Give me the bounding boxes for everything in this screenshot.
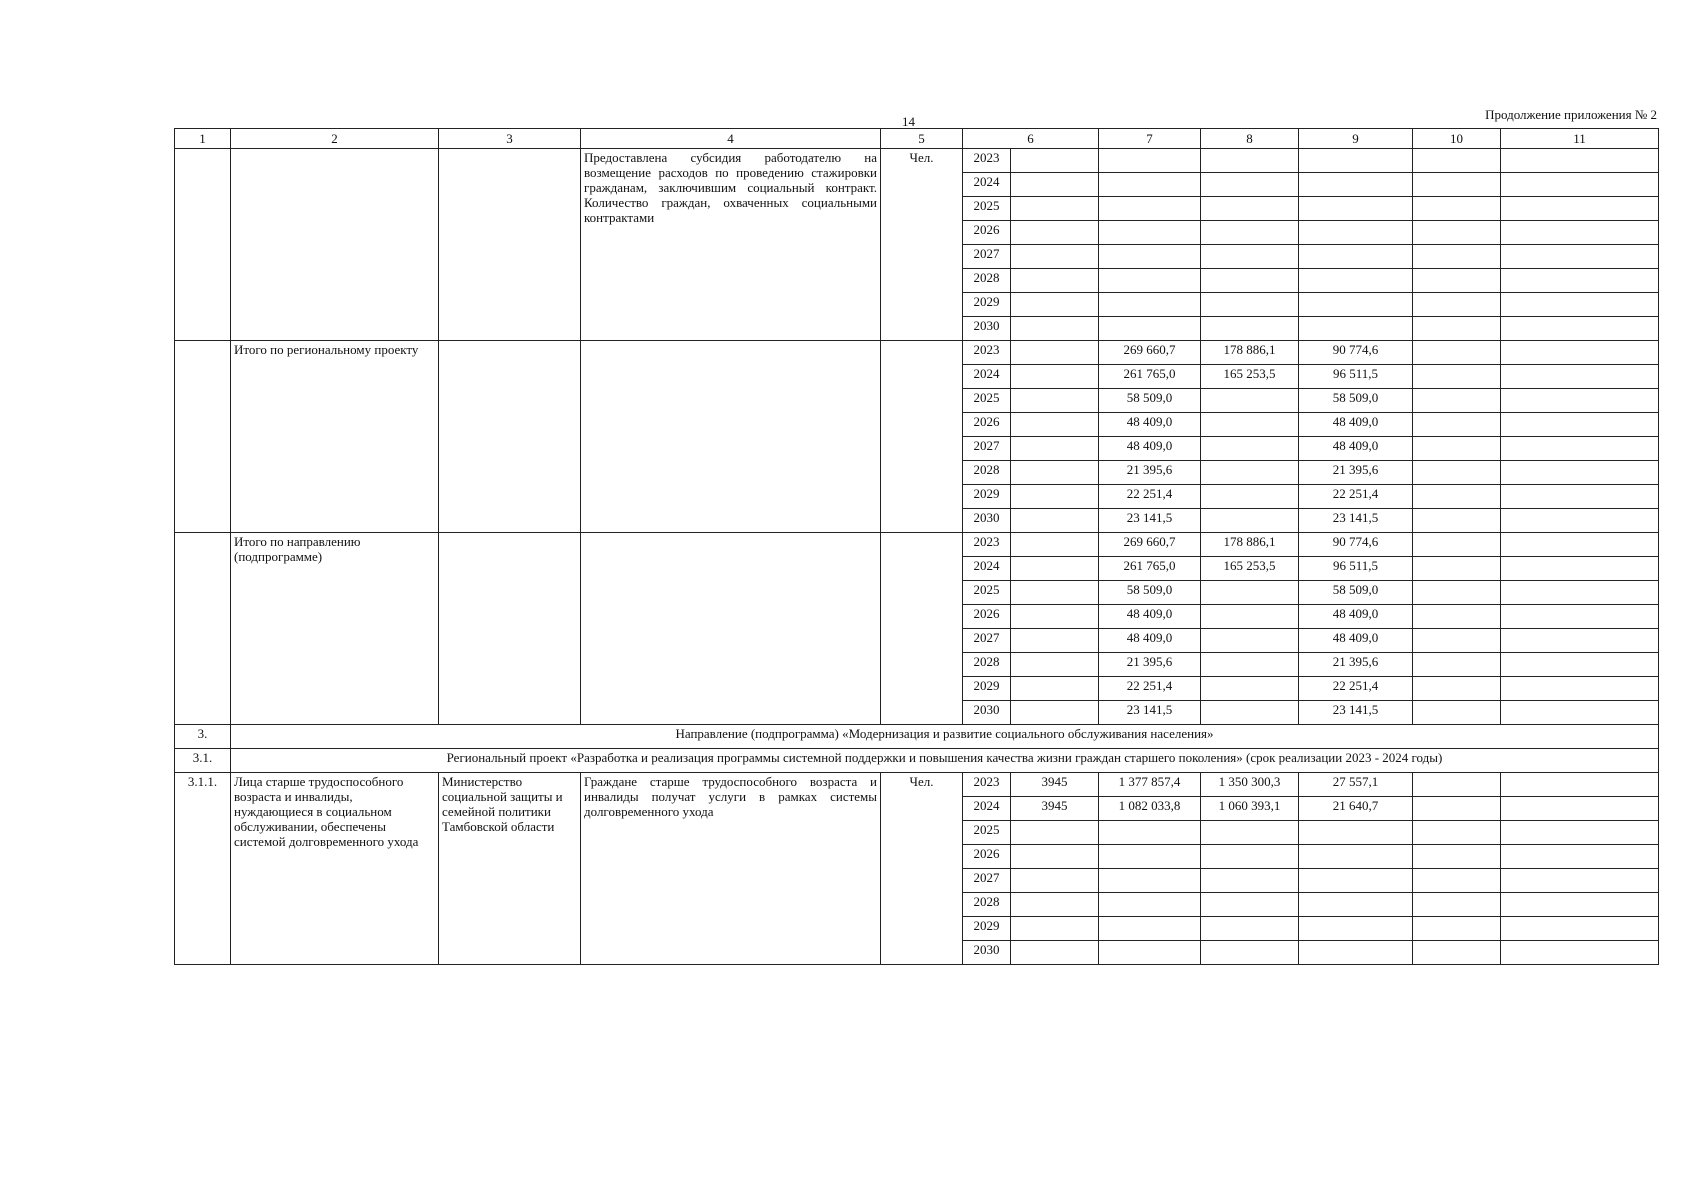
table-cell [1201, 245, 1299, 269]
responsible-cell [439, 149, 581, 341]
value-col-6 [1011, 821, 1099, 845]
year-cell: 2028 [963, 893, 1011, 917]
year-cell: 2027 [963, 869, 1011, 893]
value-col-6: 3945 [1011, 773, 1099, 797]
year-cell: 2024 [963, 365, 1011, 389]
table-cell [1011, 245, 1099, 269]
table-cell [1501, 461, 1659, 485]
table-cell [1011, 437, 1099, 461]
value-col-8 [1201, 605, 1299, 629]
value-col-9: 21 395,6 [1299, 653, 1413, 677]
section-3-1-row [175, 749, 1659, 773]
col-header-8: 8 [1201, 129, 1299, 149]
row-number-cell [175, 533, 231, 725]
value-col-9: 22 251,4 [1299, 677, 1413, 701]
year-cell: 2028 [963, 269, 1011, 293]
value-col-6 [1011, 845, 1099, 869]
value-col-7: 48 409,0 [1099, 437, 1201, 461]
table-cell [1201, 173, 1299, 197]
table-cell [1011, 629, 1099, 653]
value-col-9: 58 509,0 [1299, 581, 1413, 605]
table-cell [1413, 677, 1501, 701]
value-col-7: 21 395,6 [1099, 653, 1201, 677]
value-col-7: 1 082 033,8 [1099, 797, 1201, 821]
table-cell [1011, 557, 1099, 581]
value-col-7: 22 251,4 [1099, 677, 1201, 701]
table-cell [1011, 461, 1099, 485]
value-col-9 [1299, 893, 1413, 917]
table-cell [1413, 917, 1501, 941]
table-cell [1501, 653, 1659, 677]
responsible-cell [439, 341, 581, 533]
section-3-1-number: 3.1. [175, 749, 231, 773]
table-cell [1501, 509, 1659, 533]
value-col-8 [1201, 677, 1299, 701]
col-header-10: 10 [1413, 129, 1501, 149]
table-cell [1413, 605, 1501, 629]
table-cell [1413, 149, 1501, 173]
year-cell: 2026 [963, 845, 1011, 869]
year-cell: 2029 [963, 917, 1011, 941]
table-cell [1099, 269, 1201, 293]
table-cell [1011, 533, 1099, 557]
value-col-9: 27 557,1 [1299, 773, 1413, 797]
table-row [175, 773, 1659, 797]
table-cell [1011, 293, 1099, 317]
table-cell [1413, 773, 1501, 797]
table-cell [1501, 365, 1659, 389]
item-number: 3.1.1. [175, 773, 231, 965]
table-cell [1011, 221, 1099, 245]
year-cell: 2023 [963, 149, 1011, 173]
table-row [175, 341, 1659, 365]
value-col-8: 165 253,5 [1201, 557, 1299, 581]
continuation-note: Продолжение приложения № 2 [1485, 107, 1657, 122]
year-cell: 2029 [963, 677, 1011, 701]
table-cell [1011, 653, 1099, 677]
value-col-9 [1299, 821, 1413, 845]
col-header-3: 3 [439, 129, 581, 149]
col-header-1: 1 [175, 129, 231, 149]
table-cell [1011, 413, 1099, 437]
table-cell [1501, 269, 1659, 293]
table-cell [1413, 437, 1501, 461]
total-label: Итого по региональному проекту [231, 341, 439, 533]
table-cell [1413, 413, 1501, 437]
value-col-7: 22 251,4 [1099, 485, 1201, 509]
table-cell [1099, 245, 1201, 269]
value-col-9: 48 409,0 [1299, 629, 1413, 653]
table-cell [1299, 173, 1413, 197]
year-cell: 2028 [963, 461, 1011, 485]
item-description: Граждане старше трудоспособного возраста и инвалиды получат услуги в рамках системы долговременного ухода [581, 773, 881, 965]
table-cell [1011, 605, 1099, 629]
value-col-7: 261 765,0 [1099, 557, 1201, 581]
table-cell [1501, 173, 1659, 197]
year-cell: 2023 [963, 773, 1011, 797]
col-header-2: 2 [231, 129, 439, 149]
table-cell [1413, 197, 1501, 221]
table-cell [1099, 149, 1201, 173]
section-3-1-title: Региональный проект «Разработка и реализация программы системной поддержки и повышения качества жизни граждан старшего поколения» (срок реализации 2023 - 2024 годы) [231, 749, 1659, 773]
value-col-8 [1201, 413, 1299, 437]
table-cell [1413, 533, 1501, 557]
table-cell [1501, 149, 1659, 173]
table-cell [1413, 485, 1501, 509]
year-cell: 2030 [963, 941, 1011, 965]
year-cell: 2025 [963, 581, 1011, 605]
year-cell: 2027 [963, 245, 1011, 269]
name-cell [231, 149, 439, 341]
table-row [175, 533, 1659, 557]
value-col-9: 58 509,0 [1299, 389, 1413, 413]
value-col-7: 23 141,5 [1099, 509, 1201, 533]
table-cell [1501, 773, 1659, 797]
year-cell: 2025 [963, 197, 1011, 221]
value-col-8 [1201, 941, 1299, 965]
value-col-9: 21 640,7 [1299, 797, 1413, 821]
table-cell [1501, 293, 1659, 317]
table-cell [1501, 341, 1659, 365]
value-col-7: 58 509,0 [1099, 389, 1201, 413]
table-cell [1413, 845, 1501, 869]
result-description [581, 341, 881, 533]
year-cell: 2025 [963, 389, 1011, 413]
item-name: Лица старше трудоспособного возраста и инвалиды, нуждающиеся в социальном обслуживании, обеспечены системой долговременного ухода [231, 773, 439, 965]
col-header-11: 11 [1501, 129, 1659, 149]
col-header-9: 9 [1299, 129, 1413, 149]
table-cell [1501, 581, 1659, 605]
year-cell: 2030 [963, 701, 1011, 725]
table-cell [1299, 221, 1413, 245]
col-header-6: 6 [963, 129, 1099, 149]
table-cell [1011, 317, 1099, 341]
value-col-6 [1011, 869, 1099, 893]
value-col-7: 1 377 857,4 [1099, 773, 1201, 797]
section-3-row [175, 725, 1659, 749]
item-responsible: Министерство социальной защиты и семейной политики Тамбовской области [439, 773, 581, 965]
col-header-5: 5 [881, 129, 963, 149]
value-col-9: 90 774,6 [1299, 533, 1413, 557]
table-cell [1099, 197, 1201, 221]
table-cell [1413, 341, 1501, 365]
value-col-7: 48 409,0 [1099, 629, 1201, 653]
table-cell [1501, 893, 1659, 917]
total-label: Итого по направлению (подпрограмме) [231, 533, 439, 725]
table-cell [1201, 317, 1299, 341]
table-cell [1413, 821, 1501, 845]
value-col-8 [1201, 629, 1299, 653]
table-cell [1099, 293, 1201, 317]
col-header-7: 7 [1099, 129, 1201, 149]
section-3-title: Направление (подпрограмма) «Модернизация и развитие социального обслуживания населения» [231, 725, 1659, 749]
item-unit: Чел. [881, 773, 963, 965]
year-cell: 2025 [963, 821, 1011, 845]
value-col-7 [1099, 893, 1201, 917]
table-cell [1413, 245, 1501, 269]
table-cell [1501, 605, 1659, 629]
table-cell [1011, 581, 1099, 605]
year-cell: 2023 [963, 341, 1011, 365]
value-col-8 [1201, 701, 1299, 725]
table-cell [1011, 389, 1099, 413]
value-col-7 [1099, 941, 1201, 965]
table-cell [1201, 149, 1299, 173]
value-col-8 [1201, 917, 1299, 941]
value-col-9: 21 395,6 [1299, 461, 1413, 485]
value-col-7 [1099, 869, 1201, 893]
value-col-9: 90 774,6 [1299, 341, 1413, 365]
value-col-8 [1201, 581, 1299, 605]
table-cell [1299, 149, 1413, 173]
value-col-9: 48 409,0 [1299, 605, 1413, 629]
value-col-8 [1201, 653, 1299, 677]
value-col-8: 178 886,1 [1201, 533, 1299, 557]
row-number-cell [175, 149, 231, 341]
year-cell: 2026 [963, 221, 1011, 245]
table-cell [1011, 269, 1099, 293]
value-col-9: 23 141,5 [1299, 509, 1413, 533]
table-cell [1011, 701, 1099, 725]
page-number: 14 [902, 114, 915, 129]
value-col-9 [1299, 941, 1413, 965]
table-cell [1011, 485, 1099, 509]
year-cell: 2024 [963, 797, 1011, 821]
table-cell [1011, 677, 1099, 701]
year-cell: 2029 [963, 293, 1011, 317]
table-cell [1099, 317, 1201, 341]
table-cell [1413, 629, 1501, 653]
header-row [175, 129, 1659, 149]
table-cell [1501, 557, 1659, 581]
value-col-9: 22 251,4 [1299, 485, 1413, 509]
value-col-7 [1099, 821, 1201, 845]
value-col-9: 96 511,5 [1299, 365, 1413, 389]
table-cell [1501, 869, 1659, 893]
table-cell [1413, 893, 1501, 917]
result-description [581, 533, 881, 725]
value-col-7: 48 409,0 [1099, 413, 1201, 437]
value-col-8: 1 350 300,3 [1201, 773, 1299, 797]
value-col-9 [1299, 845, 1413, 869]
value-col-7: 58 509,0 [1099, 581, 1201, 605]
table-cell [1299, 197, 1413, 221]
year-cell: 2030 [963, 317, 1011, 341]
table-cell [1011, 173, 1099, 197]
value-col-9: 48 409,0 [1299, 413, 1413, 437]
year-cell: 2023 [963, 533, 1011, 557]
value-col-9 [1299, 917, 1413, 941]
value-col-7: 261 765,0 [1099, 365, 1201, 389]
table-cell [1099, 221, 1201, 245]
year-cell: 2027 [963, 629, 1011, 653]
table-cell [1413, 173, 1501, 197]
value-col-7 [1099, 845, 1201, 869]
table-cell [1413, 701, 1501, 725]
table-cell [1501, 245, 1659, 269]
value-col-8: 165 253,5 [1201, 365, 1299, 389]
value-col-9: 48 409,0 [1299, 437, 1413, 461]
table-cell [1501, 533, 1659, 557]
table-cell [1011, 365, 1099, 389]
table-cell [1501, 629, 1659, 653]
value-col-6: 3945 [1011, 797, 1099, 821]
table-cell [1501, 389, 1659, 413]
table-cell [1011, 149, 1099, 173]
table-cell [1501, 221, 1659, 245]
year-cell: 2026 [963, 413, 1011, 437]
unit-cell: Чел. [881, 149, 963, 341]
value-col-7 [1099, 917, 1201, 941]
table-cell [1201, 269, 1299, 293]
value-col-7: 21 395,6 [1099, 461, 1201, 485]
value-col-8 [1201, 893, 1299, 917]
table-cell [1201, 293, 1299, 317]
table-cell [1299, 317, 1413, 341]
value-col-8 [1201, 509, 1299, 533]
program-table [174, 128, 1659, 965]
table-cell [1413, 317, 1501, 341]
table-cell [1099, 173, 1201, 197]
value-col-6 [1011, 941, 1099, 965]
table-cell [1413, 869, 1501, 893]
table-cell [1413, 941, 1501, 965]
table-cell [1501, 797, 1659, 821]
value-col-8 [1201, 437, 1299, 461]
responsible-cell [439, 533, 581, 725]
result-description: Предоставлена субсидия работодателю на возмещение расходов по проведению стажировки гражданам, заключившим социальный контракт. Количество граждан, охваченных социальными контрактами [581, 149, 881, 341]
value-col-8: 1 060 393,1 [1201, 797, 1299, 821]
value-col-8: 178 886,1 [1201, 341, 1299, 365]
value-col-8 [1201, 389, 1299, 413]
year-cell: 2029 [963, 485, 1011, 509]
table-cell [1413, 365, 1501, 389]
value-col-6 [1011, 893, 1099, 917]
table-cell [1501, 917, 1659, 941]
value-col-7: 23 141,5 [1099, 701, 1201, 725]
year-cell: 2026 [963, 605, 1011, 629]
value-col-9: 96 511,5 [1299, 557, 1413, 581]
year-cell: 2030 [963, 509, 1011, 533]
table-cell [1413, 581, 1501, 605]
table-cell [1011, 509, 1099, 533]
value-col-8 [1201, 821, 1299, 845]
table-cell [1201, 197, 1299, 221]
year-cell: 2027 [963, 437, 1011, 461]
value-col-6 [1011, 917, 1099, 941]
table-cell [1413, 797, 1501, 821]
table-cell [1501, 941, 1659, 965]
table-cell [1413, 389, 1501, 413]
table-cell [1299, 245, 1413, 269]
year-cell: 2028 [963, 653, 1011, 677]
unit-cell [881, 533, 963, 725]
table-row [175, 149, 1659, 173]
value-col-9 [1299, 869, 1413, 893]
table-cell [1413, 557, 1501, 581]
value-col-8 [1201, 485, 1299, 509]
table-cell [1501, 485, 1659, 509]
table-cell [1501, 821, 1659, 845]
table-cell [1011, 341, 1099, 365]
value-col-8 [1201, 869, 1299, 893]
table-cell [1501, 437, 1659, 461]
value-col-7: 269 660,7 [1099, 341, 1201, 365]
table-cell [1413, 461, 1501, 485]
table-cell [1011, 197, 1099, 221]
table-cell [1413, 653, 1501, 677]
table-cell [1299, 293, 1413, 317]
row-number-cell [175, 341, 231, 533]
table-cell [1413, 221, 1501, 245]
value-col-9: 23 141,5 [1299, 701, 1413, 725]
table-cell [1501, 845, 1659, 869]
year-cell: 2024 [963, 557, 1011, 581]
table-cell [1501, 677, 1659, 701]
table-cell [1201, 221, 1299, 245]
value-col-8 [1201, 845, 1299, 869]
table-cell [1501, 413, 1659, 437]
table-cell [1501, 317, 1659, 341]
value-col-7: 48 409,0 [1099, 605, 1201, 629]
table-cell [1413, 269, 1501, 293]
table-cell [1501, 197, 1659, 221]
col-header-4: 4 [581, 129, 881, 149]
table-cell [1413, 293, 1501, 317]
unit-cell [881, 341, 963, 533]
year-cell: 2024 [963, 173, 1011, 197]
value-col-8 [1201, 461, 1299, 485]
table-cell [1299, 269, 1413, 293]
section-3-number: 3. [175, 725, 231, 749]
table-cell [1413, 509, 1501, 533]
value-col-7: 269 660,7 [1099, 533, 1201, 557]
table-cell [1501, 701, 1659, 725]
